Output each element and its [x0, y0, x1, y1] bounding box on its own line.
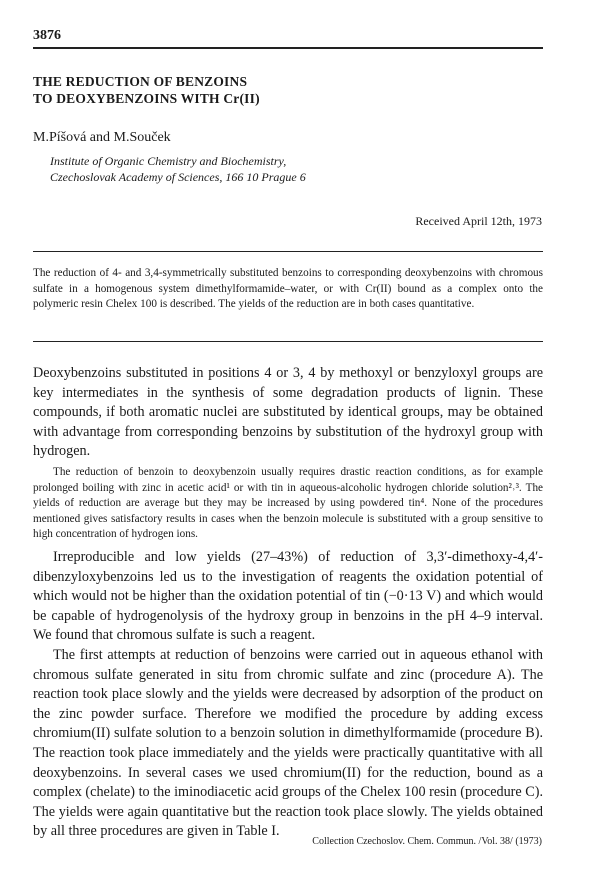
paragraph-yields: Irreproducible and low yields (27–43%) of reduction of 3,3′-dimethoxy-4,4′-dibenzyloxybenzoins led us to the investigation of reagents the oxidation potential of which would not be higher than the oxidation potential of tin (−0·13 V) and which would be capable of hydrogenolysis of the hydroxy group in benzoins in the pH 4–9 interval. We found that chromous sulfate is such a reagent. [33, 549, 543, 644]
article-title [33, 73, 260, 107]
paragraph-small-print: The reduction of benzoin to deoxybenzoin usually requires drastic reaction conditions, as for example prolonged boiling with zinc in acetic acid¹ or with tin in aqueous-alcoholic hydrogen chloride solution²˒³. The yields of reduction are average but they may be increased by using powdered tin⁴. None of the procedures mentioned gives satisfactory results in cases when the benzoin molecule is substituted with a group sensitive to high concentration of hydrogen ions. [33, 466, 543, 541]
affiliation-line-2: Czechoslovak Academy of Sciences, 166 10 Prague 6 [50, 170, 306, 184]
abstract-top-rule [33, 251, 543, 252]
page-number: 3876 [33, 28, 61, 43]
header-rule [33, 47, 543, 49]
title-line-1: THE REDUCTION OF BENZOINS [33, 74, 248, 89]
paragraph-results [33, 548, 543, 842]
authors: M.Píšová and M.Souček [33, 130, 171, 145]
abstract-bottom-rule [33, 341, 543, 342]
received-date: Received April 12th, 1973 [415, 214, 542, 228]
abstract: The reduction of 4- and 3,4-symmetrically substituted benzoins to corresponding deoxybenzoins with chromous sulfate in a homogenous system dimethylformamide–water, or with Cr(II) bound as a complex onto the polymeric resin Chelex 100 is described. The yields of the reduction are in both cases quantitative. [33, 267, 543, 311]
title-line-2: TO DEOXYBENZOINS WITH Cr(II) [33, 91, 260, 106]
journal-footer: Collection Czechoslov. Chem. Commun. /Vol. 38/ (1973) [312, 836, 542, 847]
affiliation-line-1: Institute of Organic Chemistry and Biochemistry, [50, 154, 287, 168]
affiliation [50, 153, 306, 185]
paragraph-procedures: The first attempts at reduction of benzoins were carried out in aqueous ethanol with chromous sulfate generated in situ from chromic sulfate and zinc (procedure A). The reaction took place slowly and the yields were decreased by adsorption of the product on the zinc powder surface. Therefore we modified the procedure by adding excess chromium(II) sulfate solution to a benzoin solution in dimethylformamide (procedure B). The reaction took place immediately and the yields were practically quantitative with all deoxybenzoins. In several cases we used chromium(II) for the reduction, bound as a complex (chelate) to the iminodiacetic acid groups of the Chelex 100 resin (procedure C). The yields were again quantitative but the reaction took place slowly. The yields obtained by all three procedures are given in Table I. [33, 646, 543, 840]
paragraph-intro: Deoxybenzoins substituted in positions 4 or 3, 4 by methoxyl or benzyloxyl groups are key intermediates in the synthesis of some degradation products of lignin. These compounds, if both aromatic nuclei are substituted by identical groups, may be obtained with advantage from corresponding benzoins by substitution of the hydroxyl group with hydrogen. [33, 365, 543, 460]
